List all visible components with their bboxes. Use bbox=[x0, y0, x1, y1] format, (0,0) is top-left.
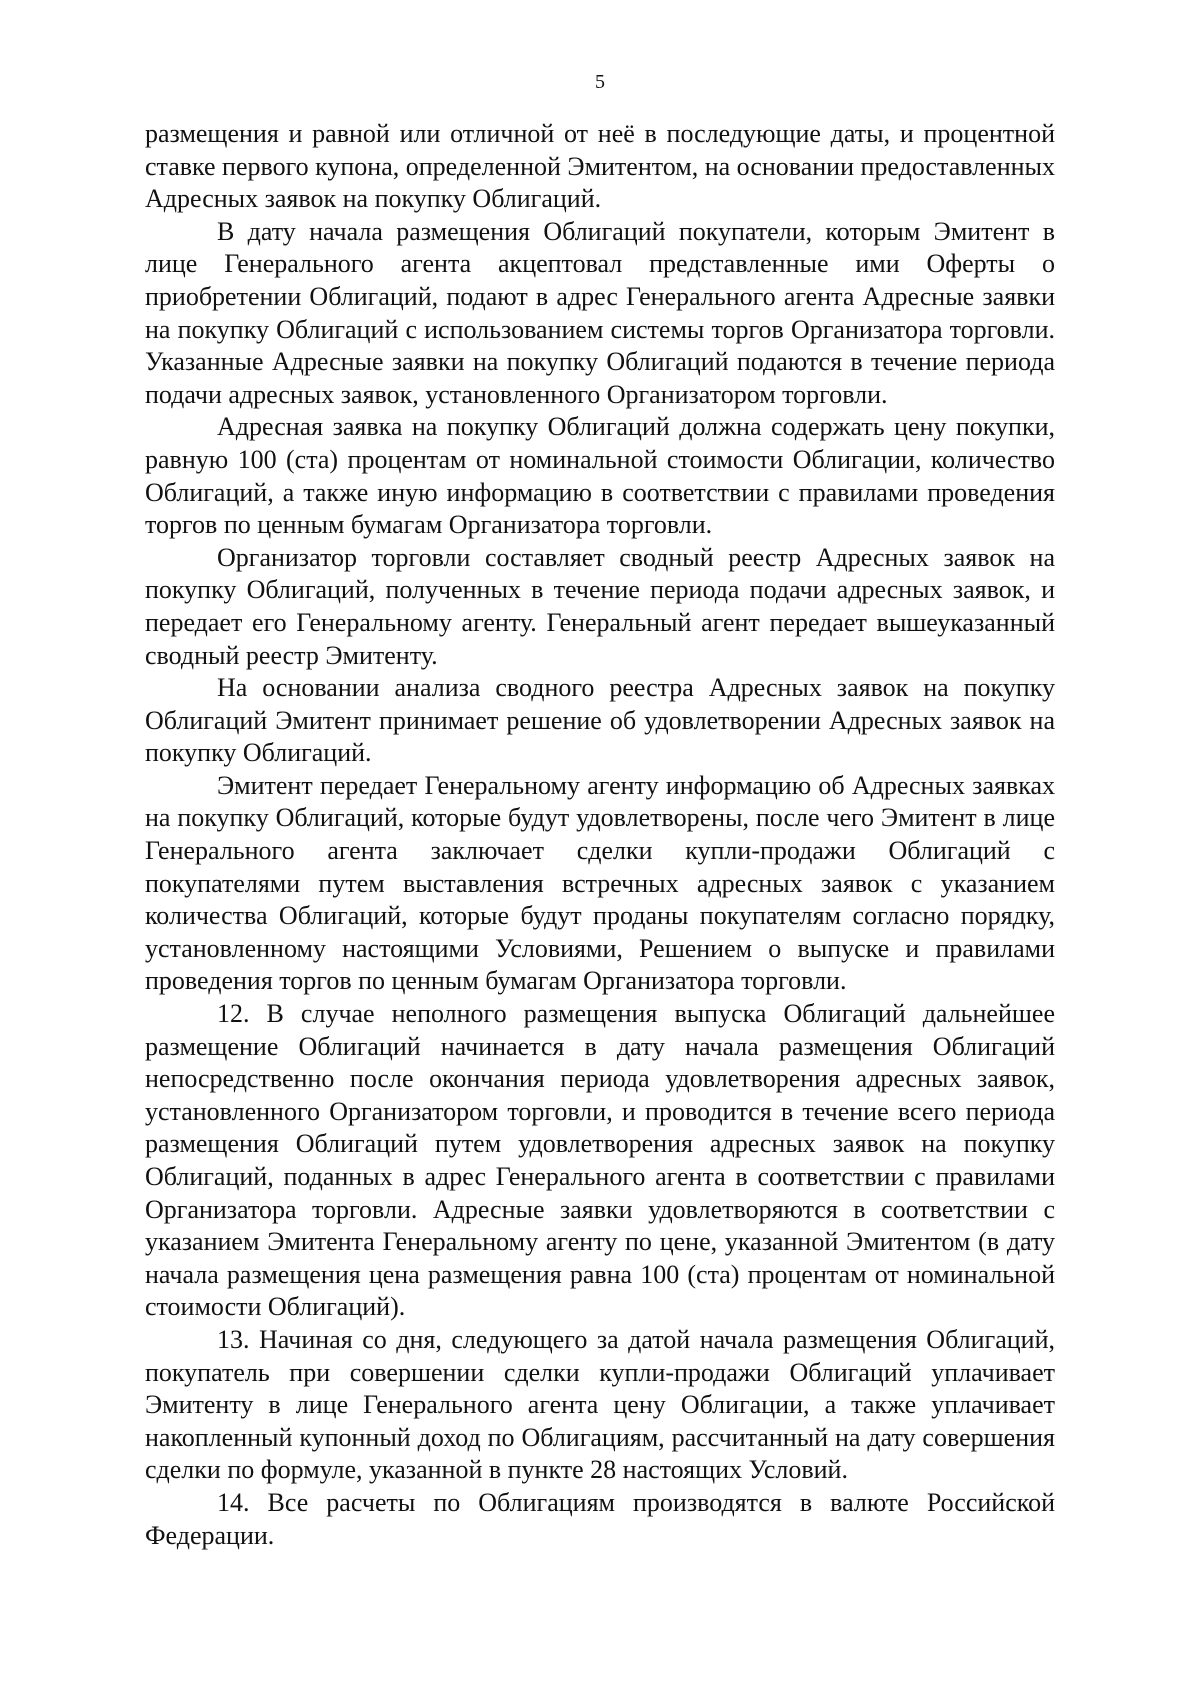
paragraph-continuation: размещения и равной или отличной от неё в последующие даты, и процентной ставке первого купона, определенной Эмитентом, на основании предоставленных Адресных заявок на покупку Облигаций. bbox=[145, 119, 1055, 214]
page-number: 5 bbox=[595, 71, 605, 93]
paragraph-bid-contents: Адресная заявка на покупку Облигаций должна содержать цену покупки, равную 100 (ста) процентам от номинальной стоимости Облигации, количество Облигаций, а также иную информацию в соответствии с правилами проведения торгов по ценным бумагам Организатора торговли. bbox=[145, 412, 1055, 540]
paragraph-deal-conclusion: Эмитент передает Генеральному агенту информацию об Адресных заявках на покупку Облигаций, которые будут удовлетворены, после чего Эмитент в лице Генерального агента заключает сделки купли-продажи Облигаций с покупателями путем выставления встречных адресных заявок с указанием количества Облигаций, которые будут проданы покупателям согласно порядку, установленному настоящими Условиями, Решением о выпуске и правилами проведения торгов по ценным бумагам Организатора торговли. bbox=[145, 770, 1055, 996]
paragraph-item-14: 14. Все расчеты по Облигациям производятся в валюте Российской Федерации. bbox=[145, 1487, 1055, 1550]
paragraph-issuer-decision: На основании анализа сводного реестра Адресных заявок на покупку Облигаций Эмитент принимает решение об удовлетворении Адресных заявок на покупку Облигаций. bbox=[145, 673, 1055, 768]
paragraph-consolidated-register: Организатор торговли составляет сводный реестр Адресных заявок на покупку Облигаций, полученных в течение периода подачи адресных заявок, и передает его Генеральному агенту. Генеральный агент передает вышеуказанный сводный реестр Эмитенту. bbox=[145, 542, 1055, 670]
paragraph-placement-date-bids: В дату начала размещения Облигаций покупатели, которым Эмитент в лице Генерального агента акцептовал представленные ими Оферты о приобретении Облигаций, подают в адрес Генерального агента Адресные заявки на покупку Облигаций с использованием системы торгов Организатора торговли. Указанные Адресные заявки на покупку Облигаций подаются в течение периода подачи адресных заявок, установленного Организатором торговли. bbox=[145, 216, 1055, 409]
document-body bbox=[145, 118, 1055, 1552]
paragraph-item-13: 13. Начиная со дня, следующего за датой начала размещения Облигаций, покупатель при совершении сделки купли-продажи Облигаций уплачивает Эмитенту в лице Генерального агента цену Облигации, а также уплачивает накопленный купонный доход по Облигациям, рассчитанный на дату совершения сделки по формуле, указанной в пункте 28 настоящих Условий. bbox=[145, 1324, 1055, 1485]
paragraph-item-12: 12. В случае неполного размещения выпуска Облигаций дальнейшее размещение Облигаций начинается в дату начала размещения Облигаций непосредственно после окончания периода удовлетворения адресных заявок, установленного Организатором торговли, и проводится в течение всего периода размещения Облигаций путем удовлетворения адресных заявок на покупку Облигаций, поданных в адрес Генерального агента в соответствии с правилами Организатора торговли. Адресные заявки удовлетворяются в соответствии с указанием Эмитента Генеральному агенту по цене, указанной Эмитентом (в дату начала размещения цена размещения равна 100 (ста) процентам от номинальной стоимости Облигаций). bbox=[145, 999, 1055, 1322]
